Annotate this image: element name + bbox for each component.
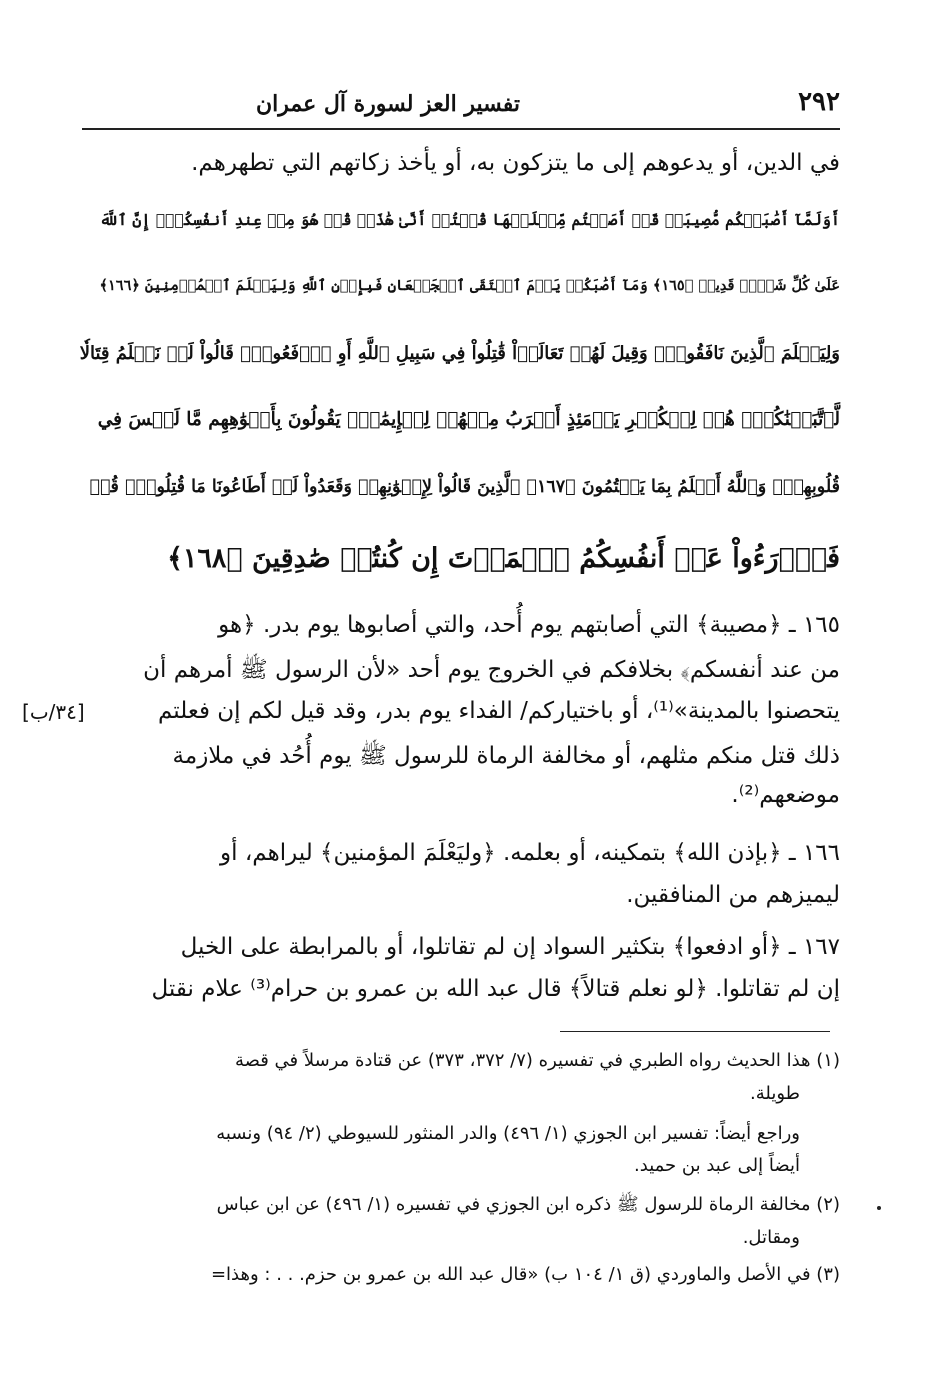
- text-line: ليميزهم من المنافقين.: [626, 882, 840, 908]
- folio-marker: [٣٤/ب]: [22, 700, 85, 724]
- text-line: في الدين، أو يدعوهم إلى ما يتزكون به، أو يأخذ زكاتهم التي تطهرهم.: [191, 150, 840, 176]
- footnote-line: (٣) في الأصل والماوردي (ق ١/ ١٠٤ ب) «قال عبد الله بن عمرو بن حزم. . . : وهذا=: [210, 1264, 840, 1285]
- verse-line: لَّٱتَّبَعۡنَٰكُمۡۗ هُمۡ لِلۡكُفۡرِ يَوۡمَئِذٍ أَقۡرَبُ مِنۡهُمۡ لِلۡإِيمَٰنِۚ يَقُولُونَ بِأَفۡوَٰهِهِم مَّا لَيۡسَ فِي: [97, 409, 840, 430]
- running-header: [80, 85, 840, 125]
- stray-mark: [877, 1206, 881, 1210]
- footnote-line: وراجع أيضاً: تفسير ابن الجوزي (١/ ٤٩٦) والدر المنثور للسيوطي (٢/ ٩٤) ونسبه: [216, 1123, 800, 1144]
- footnote-line: (٢) مخالفة الرماة للرسول ﷺ ذكره ابن الجوزي في تفسيره (١/ ٤٩٦) عن ابن عباس: [216, 1194, 840, 1215]
- text-line: إن لم تقاتلوا. ﴿لو نعلم قتالاً﴾ قال عبد الله بن عمرو بن حرام⁽³⁾ علام نقتل: [151, 976, 840, 1002]
- page-number: ٢٩٢: [798, 87, 840, 117]
- verse-line: أَوَلَمَّآ أَصَٰبَتۡكُم مُّصِيبَةٞ قَدۡ أَصَبۡتُم مِّثۡلَيۡهَا قُلۡتُمۡ أَنَّىٰ هَٰذَاۖ قُلۡ هُوَ مِنۡ عِندِ أَنفُسِكُمۡۗ إِنَّ ٱللَّهَ: [99, 210, 840, 229]
- verse-line: قُلُوبِهِمۡۚ وَٱللَّهُ أَعۡلَمُ بِمَا يَكۡتُمُونَ ﴿١٦٧﴾ ٱلَّذِينَ قَالُواْ لِإِخۡوَٰنِهِمۡ وَقَعَدُواْ لَوۡ أَطَاعُونَا مَا قُتِلُواْۗ قُلۡ: [89, 477, 840, 497]
- running-title: تفسير العز لسورة آل عمران: [255, 91, 520, 117]
- text-line: يتحصنوا بالمدينة»⁽¹⁾، أو باختياركم/ الفداء يوم بدر، وقد قيل لكم إن فعلتم: [157, 698, 840, 724]
- footnote-line: طويلة.: [750, 1083, 800, 1104]
- verse-line: فَٱدۡرَءُواْ عَنۡ أَنفُسِكُمُ ٱلۡمَوۡتَ إِن كُنتُمۡ صَٰدِقِينَ ﴿١٦٨﴾: [167, 543, 840, 574]
- text-line: ذلك قتل منكم مثلهم، أو مخالفة الرماة للرسول ﷺ يوم أُحُد في ملازمة: [172, 743, 840, 769]
- header-rule: [82, 128, 840, 130]
- text-line: من عند أنفسكم﴾ بخلافكم في الخروج يوم أحد «لأن الرسول ﷺ أمرهم أن: [143, 657, 840, 683]
- verse-line: وَلِيَعۡلَمَ ٱلَّذِينَ نَافَقُواْۚ وَقِيلَ لَهُمۡ تَعَالَوۡاْ قَٰتِلُواْ فِي سَبِيلِ ٱللَّهِ أَوِ ٱدۡفَعُواْۖ قَالُواْ لَوۡ نَعۡلَمُ قِتَالٗا: [79, 343, 840, 364]
- footnote-rule: [560, 1031, 830, 1032]
- text-line: موضعهم⁽²⁾.: [731, 782, 840, 808]
- footnote-line: أيضاً إلى عبد بن حميد.: [634, 1155, 800, 1176]
- text-line: ١٦٥ ـ ﴿مصيبة﴾ التي أصابتهم يوم أُحد، والتي أصابوها يوم بدر. ﴿هو: [218, 612, 840, 638]
- footnote-line: (١) هذا الحديث رواه الطبري في تفسيره (٧/ ٣٧٢، ٣٧٣) عن قتادة مرسلاً في قصة: [234, 1050, 840, 1071]
- verse-line: عَلَىٰ كُلِّ شَيۡءٖ قَدِيرٞ ﴿١٦٥﴾ وَمَآ أَصَٰبَكُمۡ يَوۡمَ ٱلۡتَقَى ٱلۡجَمۡعَانِ فَبِإِذۡنِ ٱللَّهِ وَلِيَعۡلَمَ ٱلۡمُؤۡمِنِينَ ﴿١٦٦﴾: [99, 277, 840, 294]
- footnote-line: ومقاتل.: [742, 1227, 800, 1248]
- text-line: ١٦٦ ـ ﴿بإذن الله﴾ بتمكينه، أو بعلمه. ﴿وليَعْلَمَ المؤمنين﴾ ليراهم، أو: [220, 840, 840, 866]
- text-line: ١٦٧ ـ ﴿أو ادفعوا﴾ بتكثير السواد إن لم تقاتلوا، أو بالمرابطة على الخيل: [180, 934, 840, 960]
